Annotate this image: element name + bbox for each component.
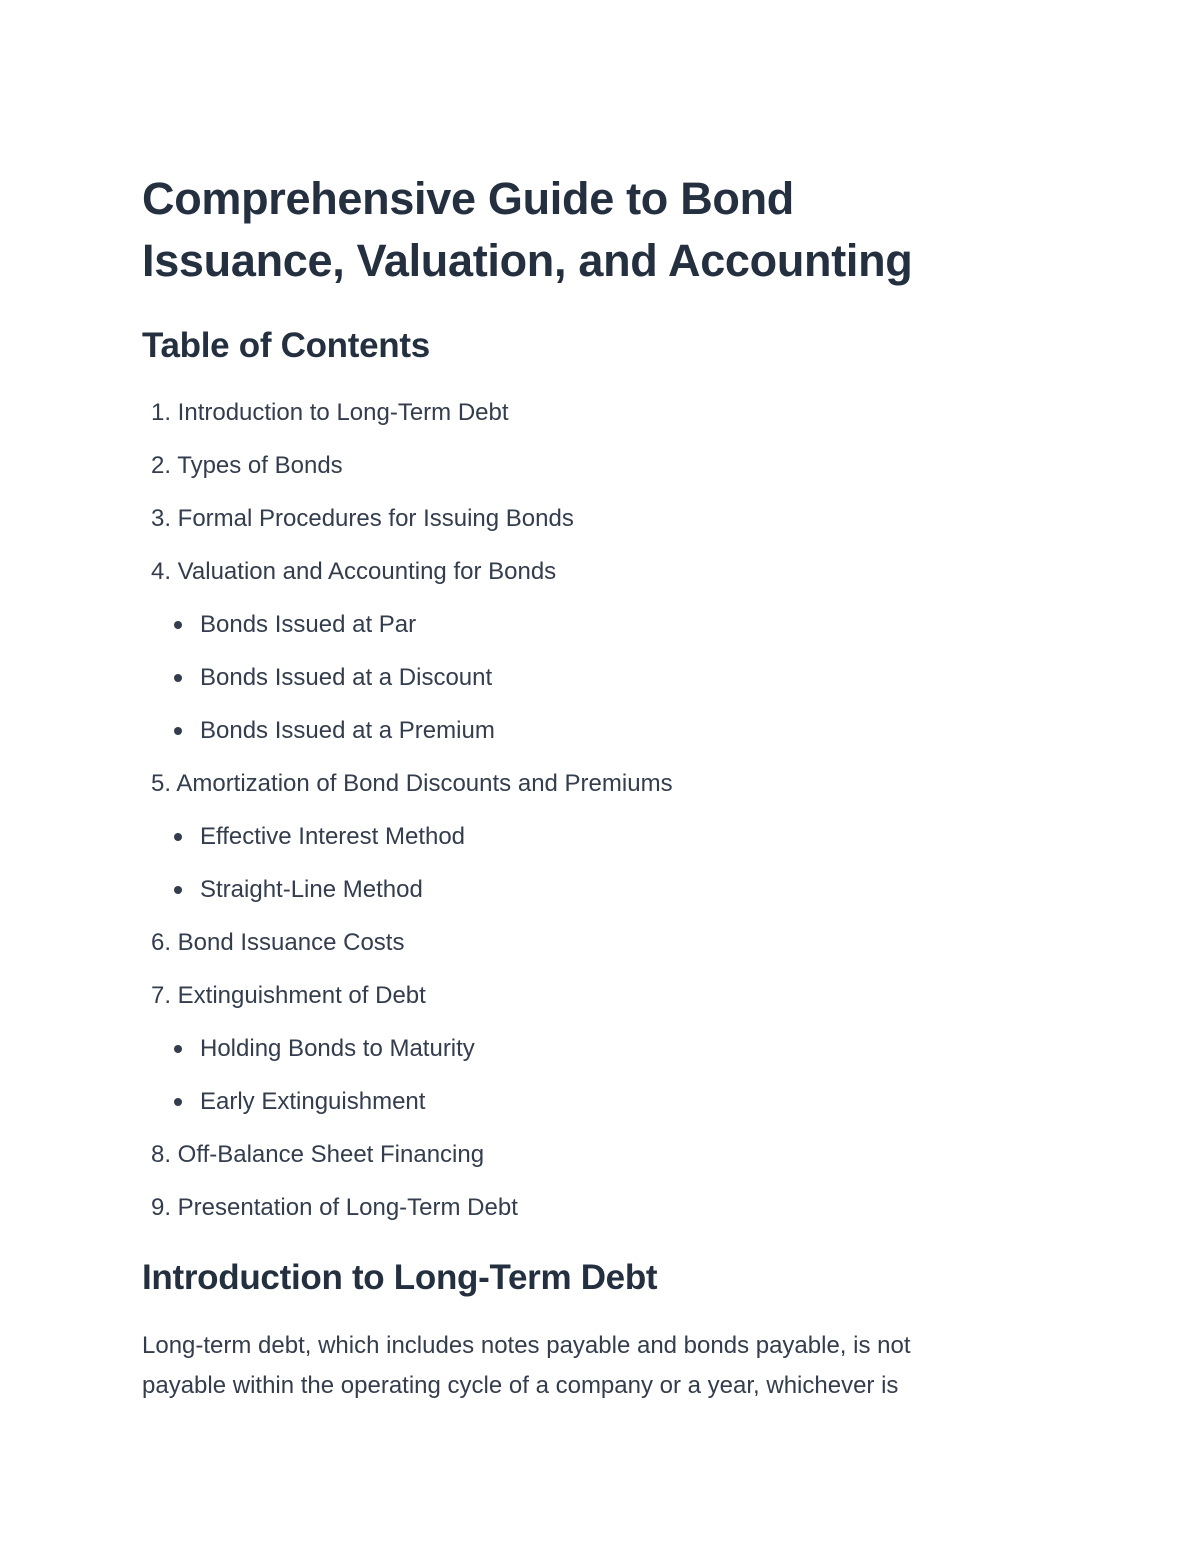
intro-paragraph bbox=[142, 1326, 1062, 1406]
toc-number: 9. bbox=[150, 1194, 171, 1221]
toc-item[interactable] bbox=[142, 504, 1062, 533]
toc-subitem[interactable] bbox=[142, 822, 1062, 851]
title-line-2: Issuance, Valuation, and Accounting bbox=[142, 235, 913, 286]
toc-subitem[interactable] bbox=[142, 1034, 1062, 1063]
toc-item[interactable] bbox=[142, 1140, 1062, 1169]
toc-sublist bbox=[142, 1034, 1062, 1116]
bullet-icon bbox=[174, 621, 182, 629]
table-of-contents bbox=[142, 398, 1062, 1222]
toc-subitem[interactable] bbox=[142, 610, 1062, 639]
toc-item[interactable] bbox=[142, 928, 1062, 957]
toc-number: 8. bbox=[150, 1141, 171, 1168]
toc-sublabel: Bonds Issued at Par bbox=[200, 611, 417, 638]
bullet-icon bbox=[174, 1098, 182, 1106]
toc-label: Presentation of Long-Term Debt bbox=[177, 1194, 518, 1221]
toc-number: 7. bbox=[150, 982, 171, 1009]
toc-label: Extinguishment of Debt bbox=[177, 982, 426, 1009]
bullet-icon bbox=[174, 886, 182, 894]
toc-label: Off-Balance Sheet Financing bbox=[177, 1141, 485, 1168]
document-title bbox=[142, 168, 1062, 292]
toc-number: 1. bbox=[150, 399, 171, 426]
toc-item[interactable] bbox=[142, 398, 1062, 427]
toc-sublabel: Holding Bonds to Maturity bbox=[200, 1035, 475, 1062]
toc-number: 6. bbox=[150, 929, 171, 956]
toc-sublabel: Bonds Issued at a Premium bbox=[200, 717, 495, 744]
bullet-icon bbox=[174, 833, 182, 841]
title-line-1: Comprehensive Guide to Bond bbox=[142, 173, 794, 224]
toc-label: Formal Procedures for Issuing Bonds bbox=[177, 505, 574, 532]
toc-sublist bbox=[142, 822, 1062, 904]
toc-heading: Table of Contents bbox=[142, 326, 430, 365]
bullet-icon bbox=[174, 674, 182, 682]
toc-label: Introduction to Long-Term Debt bbox=[177, 399, 509, 426]
toc-label: Bond Issuance Costs bbox=[177, 929, 405, 956]
document-page bbox=[142, 168, 1062, 1406]
toc-subitem[interactable] bbox=[142, 1087, 1062, 1116]
toc-label: Types of Bonds bbox=[177, 452, 343, 479]
toc-number: 4. bbox=[150, 558, 171, 585]
toc-sublabel: Bonds Issued at a Discount bbox=[200, 664, 493, 691]
toc-item[interactable] bbox=[142, 981, 1062, 1116]
toc-number: 2. bbox=[150, 452, 171, 479]
toc-sublist bbox=[142, 610, 1062, 745]
toc-item[interactable] bbox=[142, 451, 1062, 480]
toc-number: 3. bbox=[150, 505, 171, 532]
bullet-icon bbox=[174, 727, 182, 735]
toc-item[interactable] bbox=[142, 769, 1062, 904]
toc-number: 5. bbox=[150, 770, 171, 797]
toc-label: Amortization of Bond Discounts and Premiums bbox=[176, 770, 673, 797]
toc-sublabel: Early Extinguishment bbox=[200, 1088, 426, 1115]
intro-line-2: payable within the operating cycle of a company or a year, whichever is bbox=[142, 1372, 899, 1399]
bullet-icon bbox=[174, 1045, 182, 1053]
toc-sublabel: Effective Interest Method bbox=[200, 823, 466, 850]
toc-subitem[interactable] bbox=[142, 875, 1062, 904]
toc-item[interactable] bbox=[142, 1193, 1062, 1222]
toc-sublabel: Straight-Line Method bbox=[200, 876, 423, 903]
section-heading: Introduction to Long-Term Debt bbox=[142, 1258, 658, 1297]
intro-line-1: Long-term debt, which includes notes payable and bonds payable, is not bbox=[142, 1332, 911, 1359]
toc-label: Valuation and Accounting for Bonds bbox=[177, 558, 557, 585]
toc-subitem[interactable] bbox=[142, 663, 1062, 692]
toc-item[interactable] bbox=[142, 557, 1062, 745]
toc-subitem[interactable] bbox=[142, 716, 1062, 745]
